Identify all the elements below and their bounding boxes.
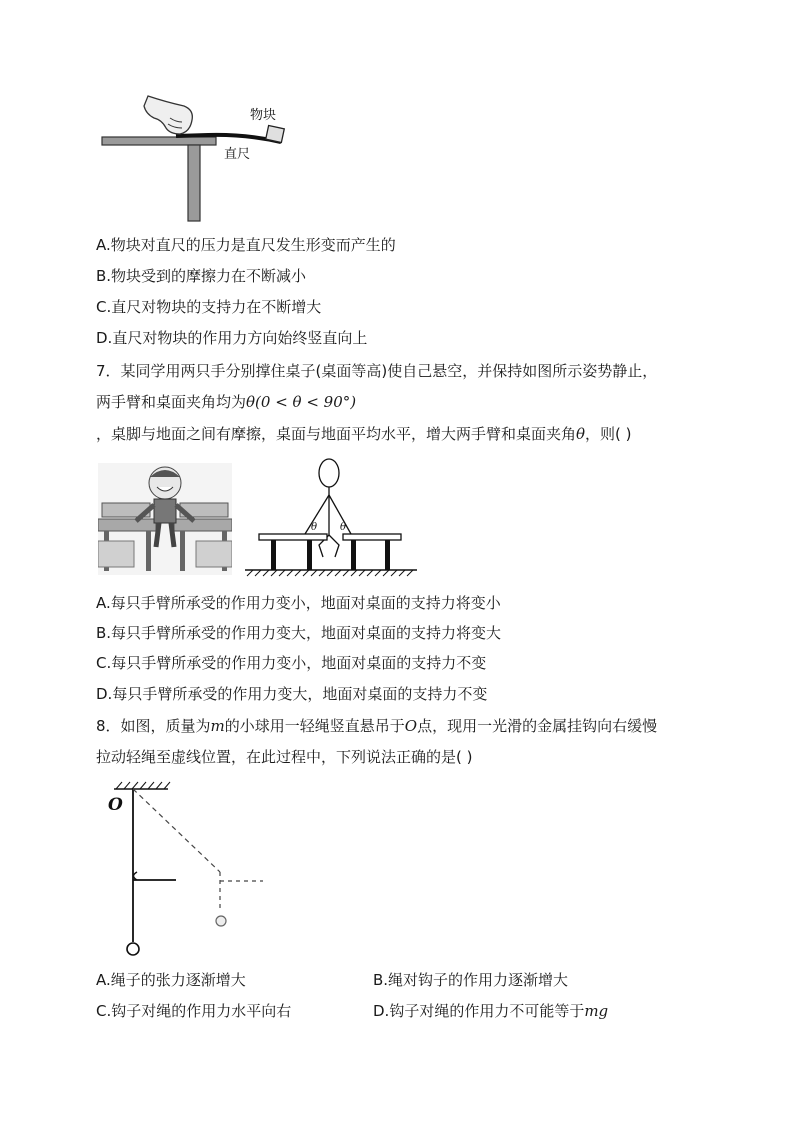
q7-stem-line3: ，桌脚与地面之间有摩擦，桌面与地面平均水平，增大两手臂和桌面夹角θ，则( ) [96, 425, 632, 443]
q8-stem-line2: 拉动轻绳至虚线位置，在此过程中，下列说法正确的是( ) [96, 748, 473, 766]
block-shape [266, 125, 285, 142]
q6-option-b: B.物块受到的摩擦力在不断减小 [96, 267, 307, 285]
q7-stem-line1: 7．某同学用两只手分别撑住桌子(桌面等高)使自己悬空，并保持如图所示姿势静止， [96, 362, 658, 380]
rope-dashed [133, 789, 220, 872]
q6-figure [96, 92, 306, 224]
angle-right-label: θ [340, 522, 347, 533]
q7-option-c: C.每只手臂所承受的作用力变小，地面对桌面的支持力不变 [96, 654, 487, 672]
label-ruler: 直尺 [224, 147, 251, 162]
table-leg [188, 145, 200, 221]
q8-stem-line1: 8．如图，质量为m的小球用一轻绳竖直悬吊于O点，现用一光滑的金属挂钩向右缓慢 [96, 717, 658, 735]
q7-option-b: B.每只手臂所承受的作用力变大，地面对桌面的支持力将变大 [96, 624, 502, 642]
figure-head [319, 459, 339, 487]
table-top [102, 137, 216, 145]
q7-stem-line2: 两手臂和桌面夹角均为θ(0 < θ < 90°) [96, 393, 357, 411]
q8-option-d: D.钩子对绳的作用力不可能等于mg [373, 1002, 609, 1020]
hook-shape [134, 872, 138, 880]
q6-option-a: A.物块对直尺的压力是直尺发生形变而产生的 [96, 236, 396, 254]
label-block: 物块 [250, 108, 277, 123]
ball-shape [127, 943, 139, 955]
q7-diagram-figure [243, 455, 419, 580]
q6-option-c: C.直尺对物块的支持力在不断增大 [96, 298, 322, 316]
q7-option-a: A.每只手臂所承受的作用力变小，地面对桌面的支持力将变小 [96, 594, 501, 612]
hand-icon [144, 96, 192, 134]
q7-option-d: D.每只手臂所承受的作用力变大，地面对桌面的支持力不变 [96, 685, 488, 703]
point-O-label: O [108, 795, 123, 815]
q8-option-a: A.绳子的张力逐渐增大 [96, 971, 246, 989]
q8-option-c: C.钩子对绳的作用力水平向右 [96, 1002, 292, 1020]
ball-dashed [216, 916, 226, 926]
q7-photo-figure [98, 463, 232, 575]
q8-figure [100, 780, 275, 960]
angle-left-label: θ [311, 522, 318, 533]
q6-option-d: D.直尺对物块的作用力方向始终竖直向上 [96, 329, 368, 347]
q8-option-b: B.绳对钩子的作用力逐渐增大 [373, 971, 569, 989]
q7-angle-range: θ(0 < θ < 90°) [246, 393, 357, 411]
kid-body [154, 499, 176, 523]
